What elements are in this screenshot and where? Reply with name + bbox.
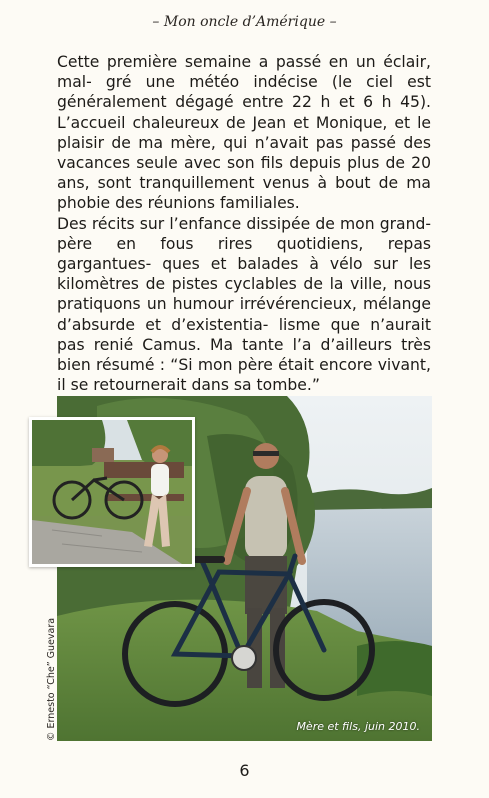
photo-credit: © Ernesto “Che” Guevara bbox=[46, 617, 57, 741]
running-header: – Mon oncle d’Amérique – bbox=[152, 14, 337, 30]
paragraph-1: Cette première semaine a passé en un éclair, mal- gré une météo indécise (le ciel est généralement dégagé entre 22 h et 6 h 45). L’accueil chaleureux de Jean et Monique, et le plaisir de ma mère, qui n’avait pas passé des vacances seule avec son fils depuis plus de 20 ans, sont tranquillement venus à bout de ma phobie des réunions familiales. bbox=[57, 53, 431, 213]
page-number: 6 bbox=[239, 761, 250, 780]
photo-caption: Mère et fils, juin 2010. bbox=[296, 720, 420, 733]
paragraph-2: Des récits sur l’enfance dissipée de mon grand- père en fous rires quotidiens, repas gargantues- ques et balades à vélo sur les kilomètres de pistes cyclables de la ville, nous pratiquons un humour irrévérencieux, mélange d’absurde et d’existentia- lisme que n’aurait pas renié Camus. Ma tante l’a d’ailleurs très bien résumé : “Si mon père était encore vivant, il se retournerait dans sa tombe.” bbox=[57, 214, 431, 395]
inset-photo bbox=[29, 417, 195, 567]
body-text bbox=[57, 52, 431, 395]
woman-on-bench-photo bbox=[32, 420, 192, 564]
